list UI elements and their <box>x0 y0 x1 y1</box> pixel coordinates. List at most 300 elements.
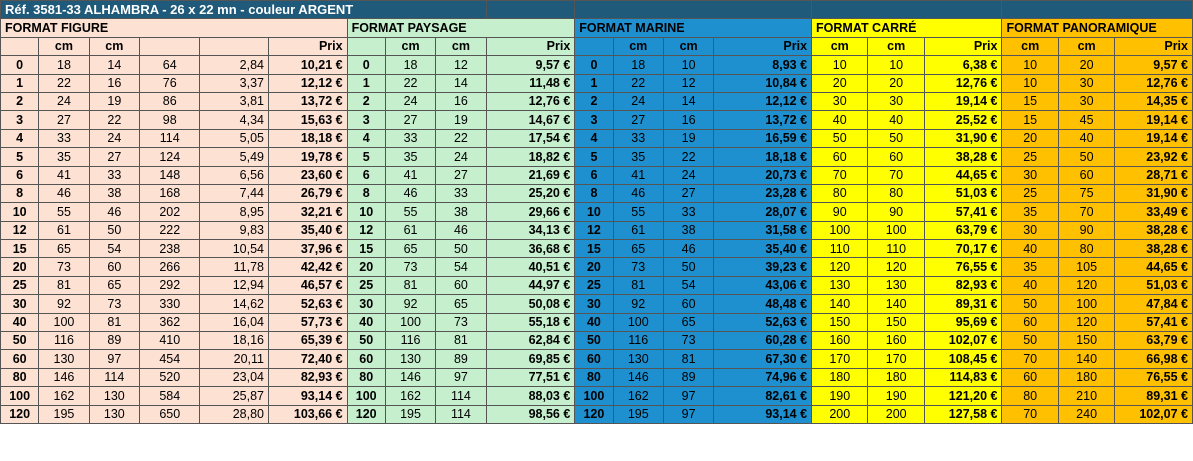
column-label-cm: cm <box>1058 37 1114 55</box>
table-cell: 100 <box>39 313 89 331</box>
table-cell: 50 <box>89 221 139 239</box>
table-cell: 19,78 € <box>269 148 348 166</box>
table-cell: 66,98 € <box>1115 350 1193 368</box>
table-cell: 10 <box>1002 74 1058 92</box>
format-names-row <box>1 19 1193 37</box>
table-cell: 19 <box>89 92 139 110</box>
table-cell: 80 <box>1058 240 1114 258</box>
table-cell: 19 <box>663 129 713 147</box>
table-cell: 12 <box>663 74 713 92</box>
table-cell: 55 <box>39 203 89 221</box>
table-cell: 6 <box>575 166 613 184</box>
table-cell: 97 <box>89 350 139 368</box>
table-cell: 120 <box>812 258 868 276</box>
table-row <box>1 203 1193 221</box>
table-cell: 50 <box>868 129 924 147</box>
table-cell: 30 <box>1058 92 1114 110</box>
table-cell: 69,85 € <box>486 350 575 368</box>
table-cell: 114 <box>436 387 486 405</box>
table-cell: 65,39 € <box>269 332 348 350</box>
table-cell: 46,57 € <box>269 276 348 294</box>
reference-title: Réf. 3581-33 ALHAMBRA - 26 x 22 mn - couleur ARGENT <box>1 1 487 19</box>
table-cell: 3,81 <box>200 92 269 110</box>
table-cell: 97 <box>436 368 486 386</box>
table-cell: 38,28 € <box>1115 221 1193 239</box>
table-cell: 12,76 € <box>486 92 575 110</box>
table-cell: 40 <box>347 313 385 331</box>
table-cell: 73 <box>436 313 486 331</box>
table-cell: 39,23 € <box>714 258 812 276</box>
table-cell: 202 <box>140 203 200 221</box>
table-cell: 35 <box>1002 258 1058 276</box>
table-cell: 100 <box>868 221 924 239</box>
table-cell: 65 <box>663 313 713 331</box>
table-cell: 20 <box>1002 129 1058 147</box>
table-cell: 15 <box>1002 92 1058 110</box>
table-cell: 1 <box>575 74 613 92</box>
table-row <box>1 74 1193 92</box>
table-cell: 33 <box>385 129 435 147</box>
table-cell: 54 <box>436 258 486 276</box>
table-cell: 32,21 € <box>269 203 348 221</box>
table-cell: 98 <box>140 111 200 129</box>
table-cell: 46 <box>39 184 89 202</box>
table-cell: 195 <box>613 405 663 423</box>
column-label-blank <box>200 37 269 55</box>
table-cell: 46 <box>385 184 435 202</box>
table-cell: 16 <box>436 92 486 110</box>
table-cell: 24 <box>613 92 663 110</box>
table-cell: 19,14 € <box>924 92 1002 110</box>
table-cell: 75 <box>1058 184 1114 202</box>
table-cell: 70,17 € <box>924 240 1002 258</box>
table-cell: 3 <box>575 111 613 129</box>
table-cell: 1 <box>1 74 39 92</box>
table-cell: 89 <box>663 368 713 386</box>
table-cell: 80 <box>575 368 613 386</box>
table-cell: 4,34 <box>200 111 269 129</box>
table-cell: 35 <box>385 148 435 166</box>
table-cell: 80 <box>347 368 385 386</box>
table-cell: 33 <box>436 184 486 202</box>
table-cell: 16 <box>663 111 713 129</box>
table-cell: 61 <box>385 221 435 239</box>
table-cell: 4 <box>575 129 613 147</box>
table-cell: 24 <box>436 148 486 166</box>
table-cell: 520 <box>140 368 200 386</box>
table-cell: 40 <box>868 111 924 129</box>
table-cell: 86 <box>140 92 200 110</box>
table-row <box>1 111 1193 129</box>
table-cell: 95,69 € <box>924 313 1002 331</box>
table-cell: 82,93 € <box>924 276 1002 294</box>
table-cell: 18 <box>39 56 89 74</box>
table-cell: 46 <box>89 203 139 221</box>
table-cell: 50 <box>436 240 486 258</box>
table-cell: 116 <box>385 332 435 350</box>
title-filler <box>1002 1 1193 19</box>
table-cell: 73 <box>613 258 663 276</box>
table-cell: 120 <box>868 258 924 276</box>
table-cell: 76,55 € <box>924 258 1002 276</box>
table-cell: 20 <box>1058 56 1114 74</box>
table-cell: 81 <box>385 276 435 294</box>
table-cell: 120 <box>1058 313 1114 331</box>
table-cell: 12 <box>347 221 385 239</box>
table-row <box>1 313 1193 331</box>
table-cell: 240 <box>1058 405 1114 423</box>
title-filler <box>812 1 1002 19</box>
table-cell: 40 <box>1058 129 1114 147</box>
table-cell: 18 <box>613 56 663 74</box>
table-cell: 16 <box>89 74 139 92</box>
table-row <box>1 92 1193 110</box>
table-cell: 168 <box>140 184 200 202</box>
table-cell: 43,06 € <box>714 276 812 294</box>
table-cell: 73 <box>385 258 435 276</box>
table-cell: 65 <box>39 240 89 258</box>
table-cell: 102,07 € <box>1115 405 1193 423</box>
table-cell: 42,42 € <box>269 258 348 276</box>
table-cell: 100 <box>613 313 663 331</box>
table-cell: 130 <box>868 276 924 294</box>
table-cell: 100 <box>385 313 435 331</box>
table-cell: 60 <box>812 148 868 166</box>
table-cell: 72,40 € <box>269 350 348 368</box>
table-cell: 114 <box>140 129 200 147</box>
table-cell: 130 <box>39 350 89 368</box>
table-cell: 60 <box>347 350 385 368</box>
table-cell: 70 <box>868 166 924 184</box>
table-cell: 19 <box>436 111 486 129</box>
table-cell: 160 <box>812 332 868 350</box>
table-cell: 38 <box>663 221 713 239</box>
table-cell: 40 <box>1 313 39 331</box>
table-cell: 22 <box>663 148 713 166</box>
table-cell: 5,05 <box>200 129 269 147</box>
table-cell: 9,83 <box>200 221 269 239</box>
table-cell: 60 <box>575 350 613 368</box>
table-cell: 20,11 <box>200 350 269 368</box>
table-cell: 25,20 € <box>486 184 575 202</box>
table-cell: 8,93 € <box>714 56 812 74</box>
table-cell: 120 <box>347 405 385 423</box>
table-cell: 170 <box>812 350 868 368</box>
table-cell: 6,56 <box>200 166 269 184</box>
table-cell: 27 <box>613 111 663 129</box>
table-cell: 38,28 € <box>1115 240 1193 258</box>
table-cell: 33 <box>89 166 139 184</box>
table-cell: 110 <box>812 240 868 258</box>
column-label-prix: Prix <box>269 37 348 55</box>
table-cell: 57,41 € <box>924 203 1002 221</box>
table-cell: 55 <box>385 203 435 221</box>
table-cell: 3,37 <box>200 74 269 92</box>
table-cell: 33 <box>663 203 713 221</box>
table-cell: 18,82 € <box>486 148 575 166</box>
table-cell: 55 <box>613 203 663 221</box>
table-cell: 23,04 <box>200 368 269 386</box>
table-cell: 22 <box>436 129 486 147</box>
table-cell: 25,87 <box>200 387 269 405</box>
table-cell: 81 <box>436 332 486 350</box>
table-cell: 10 <box>868 56 924 74</box>
column-label-blank <box>140 37 200 55</box>
table-cell: 116 <box>39 332 89 350</box>
table-cell: 195 <box>39 405 89 423</box>
table-cell: 14 <box>89 56 139 74</box>
table-cell: 100 <box>575 387 613 405</box>
table-cell: 51,03 € <box>924 184 1002 202</box>
table-cell: 121,20 € <box>924 387 1002 405</box>
table-cell: 50 <box>347 332 385 350</box>
table-cell: 130 <box>613 350 663 368</box>
table-cell: 114 <box>89 368 139 386</box>
table-cell: 44,65 € <box>1115 258 1193 276</box>
table-cell: 89 <box>436 350 486 368</box>
title-row <box>1 1 1193 19</box>
table-cell: 120 <box>1058 276 1114 294</box>
table-cell: 73 <box>663 332 713 350</box>
table-cell: 90 <box>868 203 924 221</box>
table-cell: 0 <box>347 56 385 74</box>
table-cell: 100 <box>1 387 39 405</box>
table-cell: 15,63 € <box>269 111 348 129</box>
table-cell: 114 <box>436 405 486 423</box>
table-cell: 45 <box>1058 111 1114 129</box>
table-cell: 200 <box>812 405 868 423</box>
table-cell: 0 <box>1 56 39 74</box>
table-cell: 2 <box>1 92 39 110</box>
table-cell: 140 <box>1058 350 1114 368</box>
table-cell: 162 <box>39 387 89 405</box>
table-cell: 11,78 <box>200 258 269 276</box>
table-cell: 2,84 <box>200 56 269 74</box>
table-cell: 46 <box>436 221 486 239</box>
table-cell: 130 <box>89 387 139 405</box>
table-cell: 50 <box>812 129 868 147</box>
table-cell: 10,54 <box>200 240 269 258</box>
table-cell: 10 <box>1002 56 1058 74</box>
table-cell: 81 <box>89 313 139 331</box>
table-cell: 17,54 € <box>486 129 575 147</box>
table-cell: 50 <box>1002 332 1058 350</box>
table-cell: 60 <box>436 276 486 294</box>
table-cell: 19,14 € <box>1115 129 1193 147</box>
table-cell: 20 <box>812 74 868 92</box>
table-cell: 25 <box>1002 184 1058 202</box>
table-cell: 5 <box>1 148 39 166</box>
table-cell: 41 <box>385 166 435 184</box>
table-cell: 25 <box>347 276 385 294</box>
table-cell: 20 <box>347 258 385 276</box>
column-label-cm: cm <box>436 37 486 55</box>
table-cell: 25 <box>575 276 613 294</box>
table-cell: 30 <box>347 295 385 313</box>
table-cell: 18,16 <box>200 332 269 350</box>
table-cell: 10,21 € <box>269 56 348 74</box>
table-cell: 70 <box>1002 350 1058 368</box>
table-cell: 61 <box>39 221 89 239</box>
table-cell: 34,13 € <box>486 221 575 239</box>
table-cell: 12 <box>436 56 486 74</box>
table-cell: 27 <box>663 184 713 202</box>
table-cell: 195 <box>385 405 435 423</box>
table-row <box>1 129 1193 147</box>
table-cell: 52,63 € <box>269 295 348 313</box>
table-row <box>1 276 1193 294</box>
table-cell: 27 <box>89 148 139 166</box>
table-cell: 15 <box>347 240 385 258</box>
table-cell: 13,72 € <box>269 92 348 110</box>
column-label-blank <box>575 37 613 55</box>
table-cell: 90 <box>1058 221 1114 239</box>
table-cell: 20 <box>575 258 613 276</box>
table-cell: 60 <box>868 148 924 166</box>
table-cell: 180 <box>1058 368 1114 386</box>
table-cell: 146 <box>385 368 435 386</box>
table-cell: 51,03 € <box>1115 276 1193 294</box>
table-cell: 22 <box>385 74 435 92</box>
table-cell: 18,18 € <box>714 148 812 166</box>
table-cell: 65 <box>436 295 486 313</box>
table-cell: 81 <box>663 350 713 368</box>
table-cell: 4 <box>347 129 385 147</box>
table-cell: 4 <box>1 129 39 147</box>
table-cell: 70 <box>1058 203 1114 221</box>
column-label-cm: cm <box>89 37 139 55</box>
table-cell: 40 <box>575 313 613 331</box>
table-cell: 8 <box>575 184 613 202</box>
table-cell: 148 <box>140 166 200 184</box>
table-cell: 50 <box>1002 295 1058 313</box>
table-cell: 88,03 € <box>486 387 575 405</box>
table-cell: 38 <box>436 203 486 221</box>
column-label-prix: Prix <box>486 37 575 55</box>
table-row <box>1 184 1193 202</box>
table-cell: 74,96 € <box>714 368 812 386</box>
table-cell: 63,79 € <box>924 221 1002 239</box>
table-cell: 1 <box>347 74 385 92</box>
table-cell: 57,73 € <box>269 313 348 331</box>
table-cell: 24 <box>385 92 435 110</box>
table-cell: 102,07 € <box>924 332 1002 350</box>
table-cell: 2 <box>347 92 385 110</box>
price-rows <box>1 56 1193 424</box>
column-label-prix: Prix <box>1115 37 1193 55</box>
table-cell: 44,65 € <box>924 166 1002 184</box>
table-cell: 57,41 € <box>1115 313 1193 331</box>
table-cell: 77,51 € <box>486 368 575 386</box>
table-cell: 140 <box>868 295 924 313</box>
table-cell: 162 <box>385 387 435 405</box>
table-cell: 24 <box>663 166 713 184</box>
table-cell: 650 <box>140 405 200 423</box>
table-cell: 92 <box>39 295 89 313</box>
table-cell: 63,79 € <box>1115 332 1193 350</box>
table-cell: 5 <box>347 148 385 166</box>
table-row <box>1 148 1193 166</box>
table-cell: 6 <box>347 166 385 184</box>
table-cell: 89,31 € <box>924 295 1002 313</box>
table-cell: 60 <box>1 350 39 368</box>
table-cell: 30 <box>1058 74 1114 92</box>
table-cell: 5,49 <box>200 148 269 166</box>
format-paysage-header: FORMAT PAYSAGE <box>347 19 575 37</box>
table-cell: 81 <box>39 276 89 294</box>
table-cell: 222 <box>140 221 200 239</box>
table-cell: 14,67 € <box>486 111 575 129</box>
table-cell: 30 <box>1002 166 1058 184</box>
table-cell: 35 <box>613 148 663 166</box>
table-cell: 50 <box>1058 148 1114 166</box>
table-cell: 180 <box>868 368 924 386</box>
table-row <box>1 240 1193 258</box>
table-cell: 30 <box>1002 221 1058 239</box>
table-cell: 330 <box>140 295 200 313</box>
table-cell: 16,59 € <box>714 129 812 147</box>
column-label-cm: cm <box>39 37 89 55</box>
table-cell: 292 <box>140 276 200 294</box>
column-label-cm: cm <box>1002 37 1058 55</box>
table-cell: 80 <box>812 184 868 202</box>
table-cell: 62,84 € <box>486 332 575 350</box>
table-row <box>1 332 1193 350</box>
table-cell: 50 <box>1 332 39 350</box>
table-cell: 162 <box>613 387 663 405</box>
table-cell: 150 <box>812 313 868 331</box>
table-cell: 54 <box>663 276 713 294</box>
table-cell: 33 <box>613 129 663 147</box>
table-cell: 40 <box>1002 240 1058 258</box>
column-label-prix: Prix <box>714 37 812 55</box>
table-cell: 29,66 € <box>486 203 575 221</box>
table-cell: 0 <box>575 56 613 74</box>
table-cell: 116 <box>613 332 663 350</box>
table-cell: 15 <box>1002 111 1058 129</box>
table-cell: 584 <box>140 387 200 405</box>
table-cell: 130 <box>89 405 139 423</box>
table-cell: 266 <box>140 258 200 276</box>
table-cell: 40 <box>1002 276 1058 294</box>
table-cell: 60 <box>1002 313 1058 331</box>
table-cell: 105 <box>1058 258 1114 276</box>
table-cell: 12,94 <box>200 276 269 294</box>
table-cell: 15 <box>1 240 39 258</box>
table-row <box>1 368 1193 386</box>
table-cell: 3 <box>347 111 385 129</box>
table-cell: 127,58 € <box>924 405 1002 423</box>
table-cell: 18,18 € <box>269 129 348 147</box>
table-cell: 130 <box>812 276 868 294</box>
column-label-prix: Prix <box>924 37 1002 55</box>
table-cell: 120 <box>1 405 39 423</box>
table-cell: 30 <box>812 92 868 110</box>
table-cell: 41 <box>613 166 663 184</box>
table-cell: 10 <box>812 56 868 74</box>
table-cell: 60,28 € <box>714 332 812 350</box>
table-row <box>1 405 1193 423</box>
column-label-cm: cm <box>812 37 868 55</box>
table-cell: 90 <box>812 203 868 221</box>
table-cell: 92 <box>613 295 663 313</box>
table-cell: 100 <box>812 221 868 239</box>
table-cell: 11,48 € <box>486 74 575 92</box>
table-cell: 114,83 € <box>924 368 1002 386</box>
table-cell: 37,96 € <box>269 240 348 258</box>
table-cell: 170 <box>868 350 924 368</box>
table-cell: 35,40 € <box>269 221 348 239</box>
